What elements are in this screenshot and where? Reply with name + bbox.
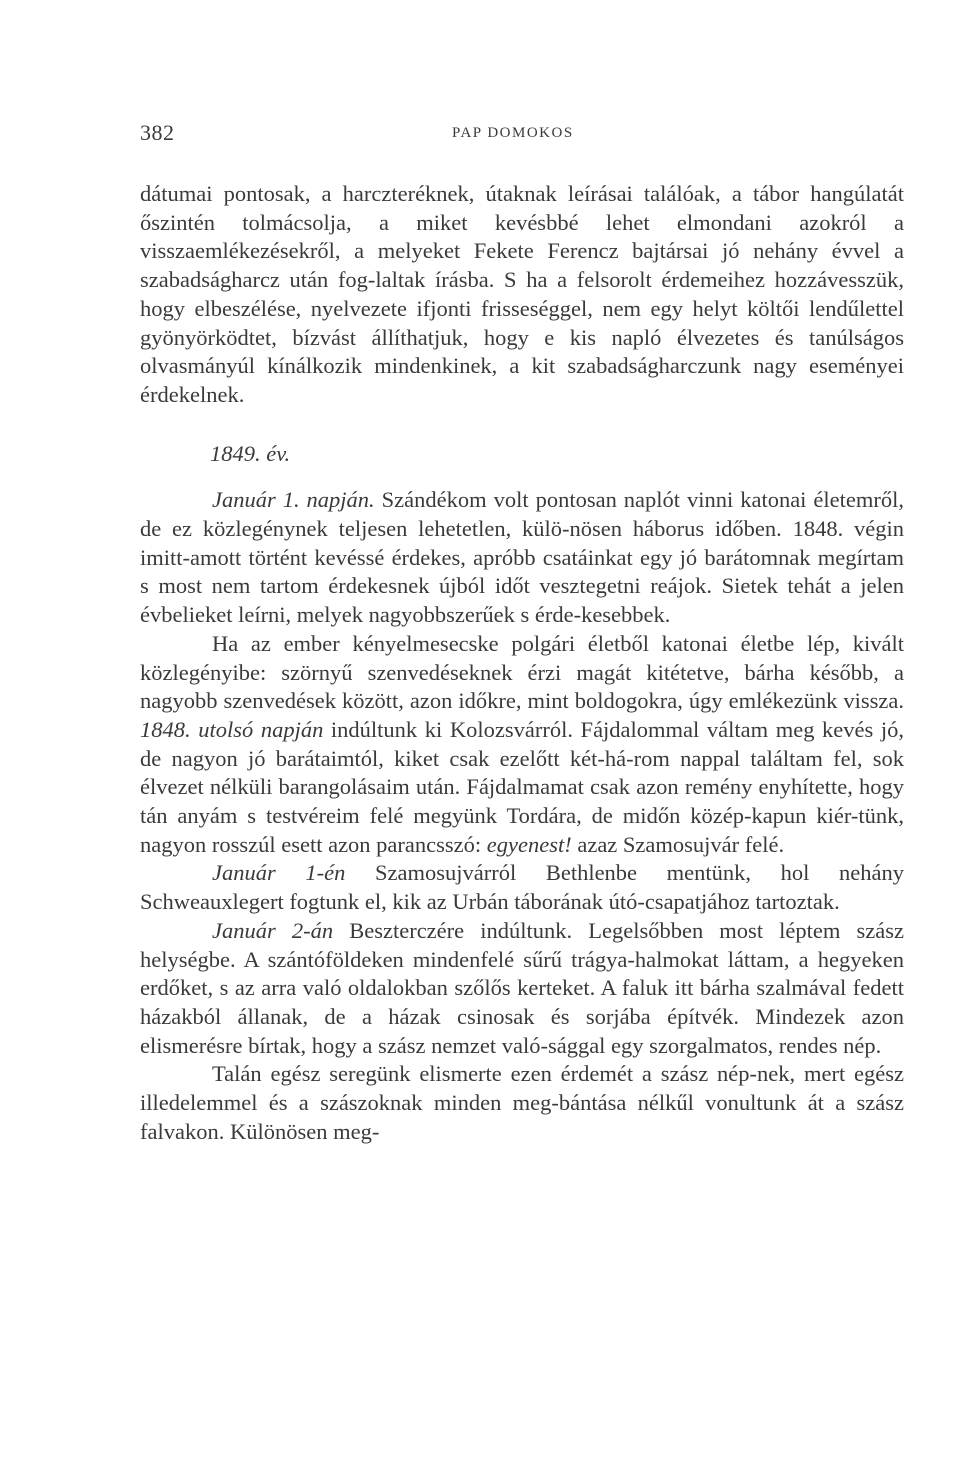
page-number: 382 [140, 120, 175, 145]
intro-paragraph [140, 180, 904, 410]
page-header [140, 120, 820, 150]
italic-run: Január 1-én [212, 860, 346, 886]
text-run: azaz Szamosujvár felé. [571, 831, 785, 857]
text-run: indúltunk ki Kolozsvárról. Fájdalommal váltam meg kevés jó, de nagyon jó barátaimtól, kiket csak ezelőtt két-há-rom nappal találtam fel, sok élvezet nélküli barangolásaim után. Fájdalmamat csak azon remény enyhítette, hogy tán anyám s testvéreim felé megyünk Tordára, de midőn közép-kapun kiér-tünk, nagyon rosszúl esett azon parancsszó: [140, 716, 904, 857]
body-text [140, 180, 904, 1147]
diary-paragraph-departure [140, 630, 904, 860]
section-year-heading: 1849. év. [210, 440, 291, 466]
text-run: Szamosujvárról Bethlenbe mentünk, hol nehány Schweauxlegert fogtunk el, kik az Urbán táborának útó-csapatjához tartoztak. [140, 860, 904, 915]
text-run: Szándékom volt pontosan naplót vinni katonai életemről, de ez közlegénynek teljesen lehetetlen, külö-nösen háborus időben. 1848. végin imitt-amott történt kevéssé érdekes, apróbb csatáinkat egy jó barátomnak megírtam s most nem tartom érdekesnek újból időt vesztegetni reájok. Sietek tehát a jelen évbelieket leírni, melyek nagyobbszerűek s érde-kesebbek. [140, 487, 904, 628]
italic-run: Január 2-án [212, 917, 334, 943]
italic-run: egyenest! [486, 831, 572, 857]
italic-run: 1848. utolsó napján [140, 716, 324, 742]
text-run: Ha az ember kényelmesecske polgári életből katonai életbe lép, kivált közlegényibe: szörnyű szenvedéseknek érzi magát kitétetve, bárha később, a nagyobb szenvedések között, azon időkre, mint boldogokra, úgy emlékezünk vissza. [140, 630, 904, 714]
diary-entry-january-2 [140, 917, 904, 1061]
diary-paragraph-saxon-villages [140, 1060, 904, 1146]
text-run: Beszterczére indúltunk. Legelsőbben most léptem szász helységbe. A szántóföldeken mindenfelé sűrű trágya-halmokat láttam, a hegyeken erdőket, s az arra való oldalokban szőlős kerteket. A faluk itt bárha szalmával fedett házakból állanak, de a házak csinosak és sorjába építvék. Mindezek azon elismerésre bírtak, hogy a szász nemzet való-sággal egy szorgalmatos, rendes nép. [140, 917, 904, 1058]
italic-run: Január 1. napján. [212, 487, 375, 513]
text-run: Talán egész seregünk elismerte ezen érdemét a szász nép-nek, mert egész illedelemmel és a szászoknak minden meg-bántása nélkűl vonultunk át a szász falvakon. Különösen meg- [140, 1061, 904, 1144]
text-run: dátumai pontosak, a harczteréknek, útaknak leírásai találóak, a tábor hangúlatát őszintén tolmácsolja, a miket kevésbbé lehet elmondani azokról a visszaemlékezésekről, a melyeket Fekete Ferencz bajtársai jó nehány évvel a szabadságharcz után fog-laltak írásba. S ha a felsorolt érdemeihez hozzávesszük, hogy elbeszélése, nyelvezete ifjonti frisseséggel, nem egy helyt költői lendűlettel gyönyörködtet, bízvást állíthatjuk, hogy e kis napló élvezetes és tanúlságos olvasmányúl kínálkozik mindenkinek, a kit szabadságharczunk nagy eseményei érdekelnek. [140, 181, 904, 407]
diary-entry-january-1 [140, 486, 904, 630]
running-head: PAP DOMOKOS [452, 125, 574, 141]
diary-entry-january-1-bethlen [140, 859, 904, 916]
